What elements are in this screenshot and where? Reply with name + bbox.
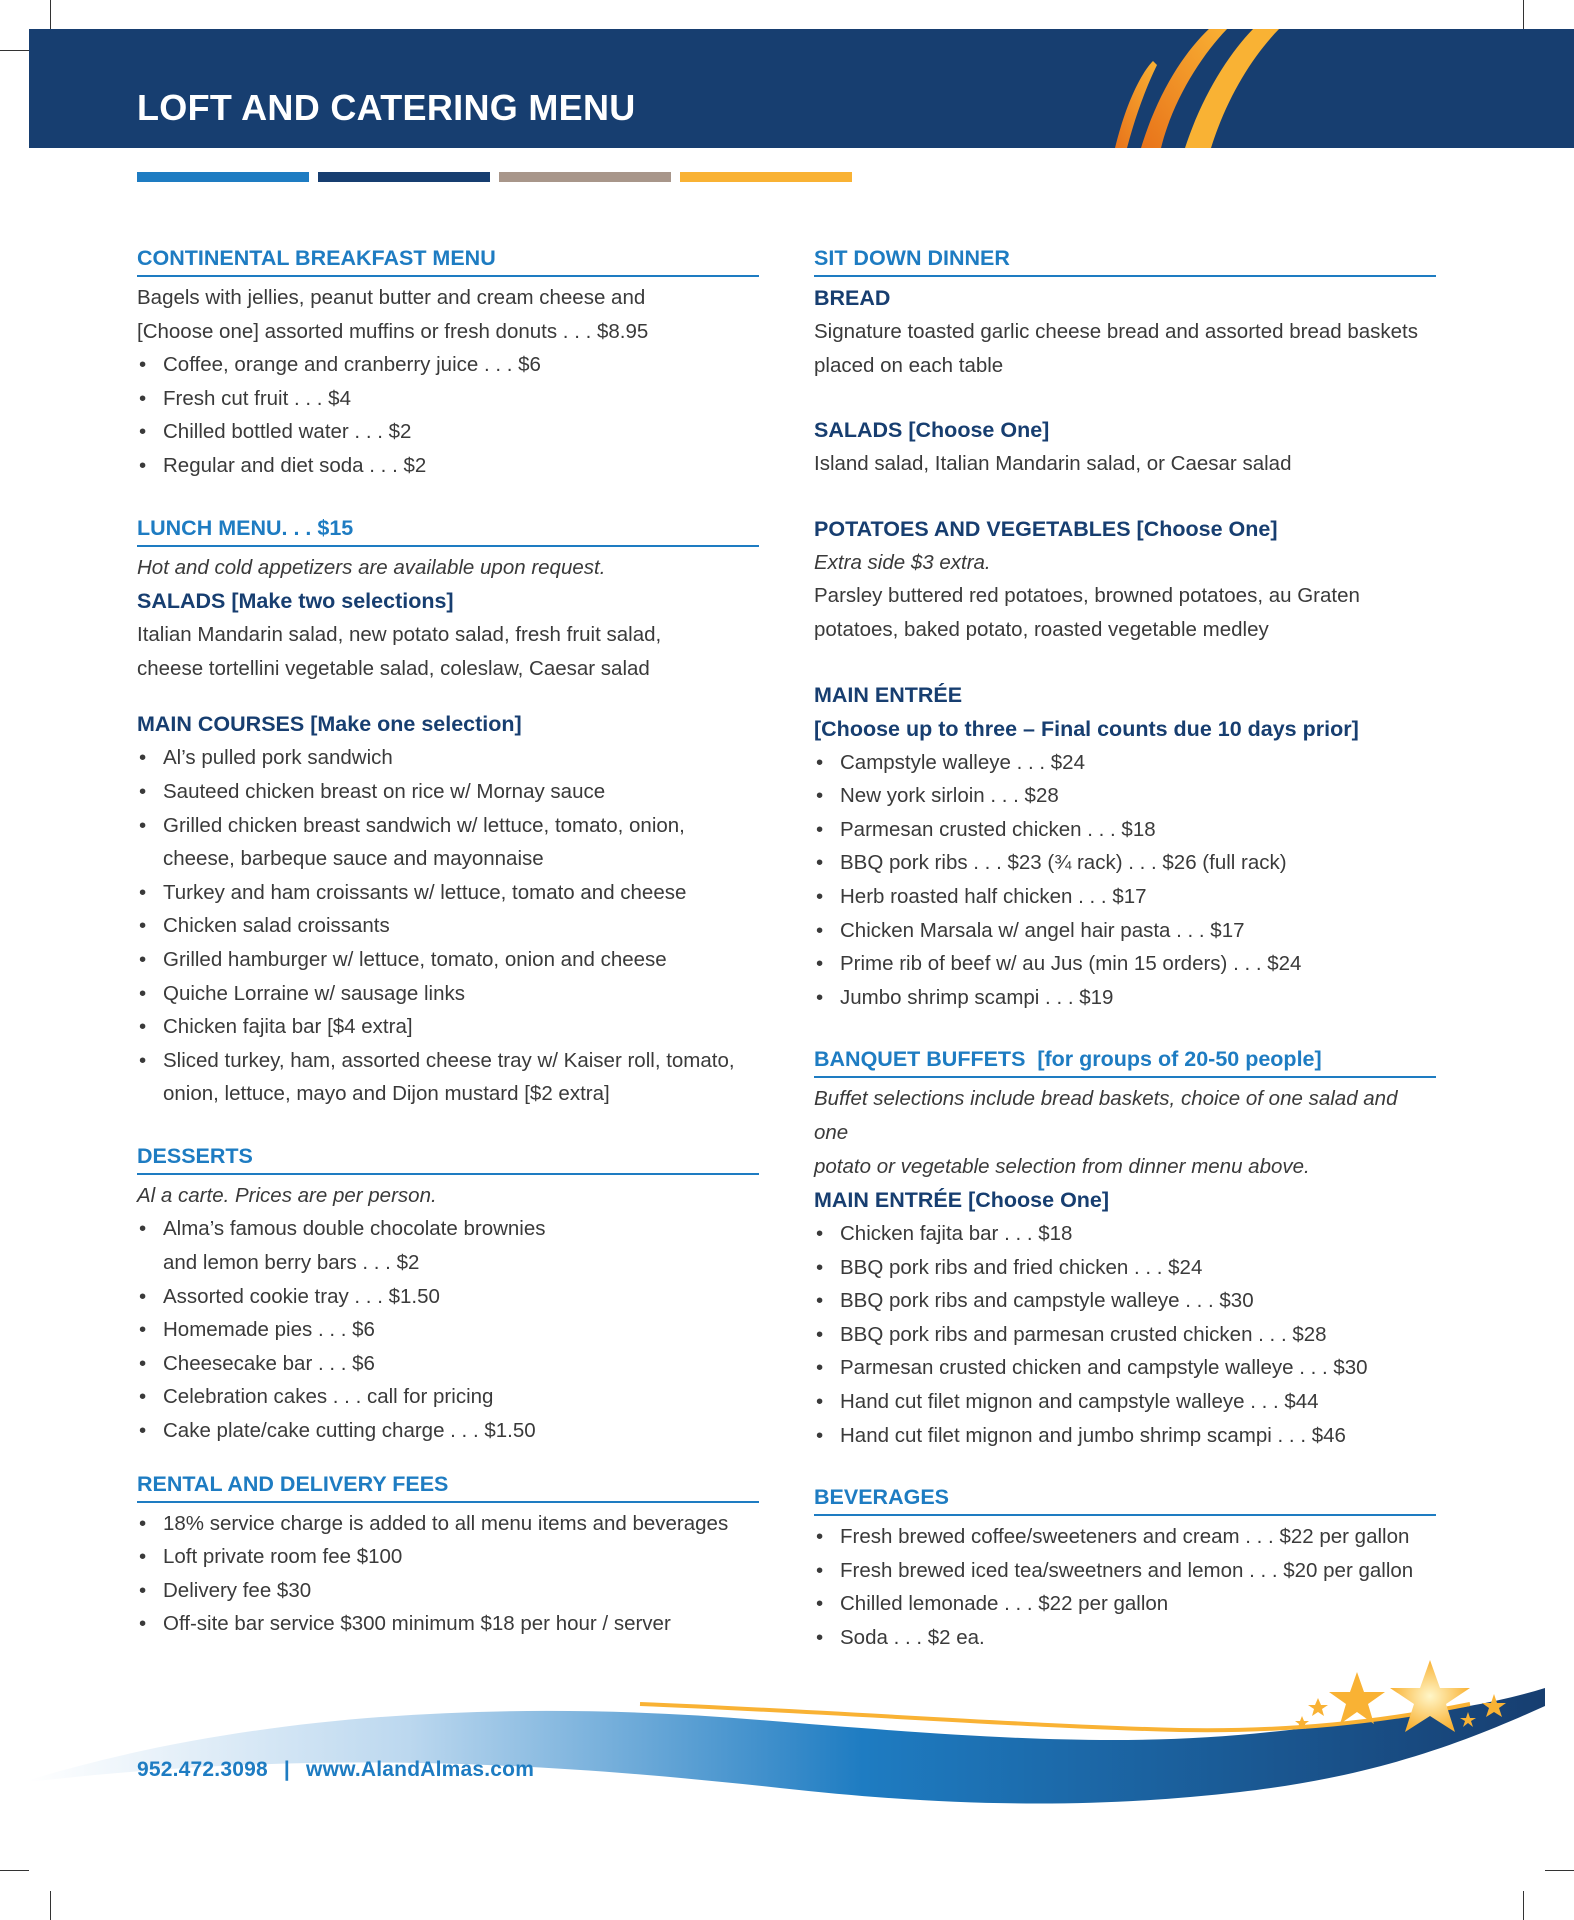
list-item: • Celebration cakes . . . call for pricing <box>137 1380 759 1414</box>
buffet-list <box>814 1217 1436 1452</box>
right-column <box>814 244 1436 1655</box>
lunch-main-title: MAIN COURSES [Make one selection] <box>137 712 522 737</box>
beverages-list <box>814 1520 1436 1654</box>
left-column <box>137 244 759 1641</box>
list-item: • Grilled chicken breast sandwich w/ lettuce, tomato, onion, <box>137 809 759 843</box>
breakfast-section-title: CONTINENTAL BREAKFAST MENU <box>137 244 759 277</box>
crop-mark <box>50 1891 51 1920</box>
list-item: • Regular and diet soda . . . $2 <box>137 449 759 483</box>
buffet-section-title: BANQUET BUFFETS [for groups of 20-50 people] <box>814 1045 1436 1078</box>
potatoes-note: Extra side $3 extra. <box>814 550 991 574</box>
dinner-salads-title: SALADS [Choose One] <box>814 418 1050 443</box>
list-item: • Al’s pulled pork sandwich <box>137 741 759 775</box>
desserts-section-title: DESSERTS <box>137 1142 759 1175</box>
list-item: • BBQ pork ribs and fried chicken . . . $24 <box>814 1251 1436 1285</box>
list-item: • Cheesecake bar . . . $6 <box>137 1347 759 1381</box>
buffet-entree-title: MAIN ENTRÉE [Choose One] <box>814 1188 1110 1213</box>
lunch-note: Hot and cold appetizers are available upon request. <box>137 555 606 579</box>
crop-mark <box>0 50 29 51</box>
footer-website-link[interactable]: www.AlandAlmas.com <box>306 1758 535 1781</box>
lunch-salads-text: cheese tortellini vegetable salad, coleslaw, Caesar salad <box>137 656 650 680</box>
buffet-note: Buffet selections include bread baskets, choice of one salad and one <box>814 1087 1398 1144</box>
bread-text: Signature toasted garlic cheese bread and assorted bread baskets <box>814 320 1418 343</box>
list-item: • Parmesan crusted chicken and campstyle walleye . . . $30 <box>814 1351 1436 1385</box>
list-item: • Grilled hamburger w/ lettuce, tomato, onion and cheese <box>137 943 759 977</box>
potatoes-text: potatoes, baked potato, roasted vegetable medley <box>814 617 1269 641</box>
list-item: • Sauteed chicken breast on rice w/ Mornay sauce <box>137 775 759 809</box>
list-item: • Fresh brewed coffee/sweeteners and cream . . . $22 per gallon <box>814 1520 1436 1554</box>
star-icon <box>1308 1698 1328 1716</box>
color-bar-blue <box>137 172 309 182</box>
list-item-continued: cheese, barbeque sauce and mayonnaise <box>163 847 544 871</box>
list-item: • Quiche Lorraine w/ sausage links <box>137 977 759 1011</box>
color-bar-gold <box>680 172 852 182</box>
list-item: • Cake plate/cake cutting charge . . . $1.50 <box>137 1414 759 1448</box>
page-title: LOFT AND CATERING MENU <box>137 87 636 128</box>
crop-mark <box>1523 0 1524 29</box>
rental-list <box>137 1507 759 1641</box>
breakfast-intro: [Choose one] assorted muffins or fresh donuts . . . $8.95 <box>137 319 649 343</box>
lunch-main-list <box>137 741 759 1111</box>
list-item: • Campstyle walleye . . . $24 <box>814 746 1436 780</box>
color-bar-taupe <box>499 172 671 182</box>
crop-mark <box>50 0 51 29</box>
dinner-entree-subtitle: [Choose up to three – Final counts due 10 days prior] <box>814 716 1359 741</box>
beverages-section-title: BEVERAGES <box>814 1483 1436 1516</box>
list-item: • Turkey and ham croissants w/ lettuce, tomato and cheese <box>137 876 759 910</box>
list-item: • Chilled bottled water . . . $2 <box>137 415 759 449</box>
list-item: • Loft private room fee $100 <box>137 1540 759 1574</box>
dinner-salads-text: Island salad, Italian Mandarin salad, or Caesar salad <box>814 452 1292 476</box>
list-item: • Jumbo shrimp scampi . . . $19 <box>814 981 1436 1015</box>
list-item: • Off-site bar service $300 minimum $18 per hour / server <box>137 1607 759 1641</box>
swoosh-graphic <box>1069 29 1309 148</box>
list-item-continued: onion, lettuce, mayo and Dijon mustard [$2 extra] <box>163 1082 610 1106</box>
list-item: • Assorted cookie tray . . . $1.50 <box>137 1280 759 1314</box>
potatoes-title: POTATOES AND VEGETABLES [Choose One] <box>814 516 1278 541</box>
list-item: • Chicken fajita bar . . . $18 <box>814 1217 1436 1251</box>
list-item: • BBQ pork ribs and campstyle walleye . . . $30 <box>814 1284 1436 1318</box>
star-icon <box>1329 1672 1385 1724</box>
lunch-section-title: LUNCH MENU. . . $15 <box>137 514 759 547</box>
list-item: • Fresh cut fruit . . . $4 <box>137 382 759 416</box>
list-item-continued: and lemon berry bars . . . $2 <box>163 1251 420 1275</box>
rental-section-title: RENTAL AND DELIVERY FEES <box>137 1470 759 1503</box>
desserts-list <box>137 1212 759 1447</box>
lunch-salads-title: SALADS [Make two selections] <box>137 589 454 614</box>
list-item: • 18% service charge is added to all menu items and beverages <box>137 1507 759 1541</box>
bread-text: placed on each table <box>814 353 1004 377</box>
bread-title: BREAD <box>814 286 891 310</box>
color-bar-navy <box>318 172 490 182</box>
list-item: • Herb roasted half chicken . . . $17 <box>814 880 1436 914</box>
list-item: • Parmesan crusted chicken . . . $18 <box>814 813 1436 847</box>
color-bars <box>137 172 852 182</box>
header-band <box>29 29 1574 148</box>
footer-contact <box>137 1758 534 1782</box>
list-item: • Delivery fee $30 <box>137 1574 759 1608</box>
dinner-section-title: SIT DOWN DINNER <box>814 244 1436 277</box>
footer-phone[interactable]: 952.472.3098 <box>137 1758 268 1781</box>
list-item: • Fresh brewed iced tea/sweetners and lemon . . . $20 per gallon <box>814 1554 1436 1588</box>
potatoes-text: Parsley buttered red potatoes, browned potatoes, au Graten <box>814 584 1360 608</box>
list-item: • Chilled lemonade . . . $22 per gallon <box>814 1587 1436 1621</box>
breakfast-intro: Bagels with jellies, peanut butter and cream cheese and <box>137 286 646 309</box>
list-item: • BBQ pork ribs . . . $23 (¾ rack) . . . $26 (full rack) <box>814 846 1436 880</box>
list-item: • Homemade pies . . . $6 <box>137 1313 759 1347</box>
list-item: • New york sirloin . . . $28 <box>814 779 1436 813</box>
list-item: • BBQ pork ribs and parmesan crusted chicken . . . $28 <box>814 1318 1436 1352</box>
desserts-note: Al a carte. Prices are per person. <box>137 1183 437 1207</box>
footer-separator: | <box>283 1758 290 1781</box>
breakfast-list <box>137 348 759 482</box>
buffet-note: potato or vegetable selection from dinner menu above. <box>814 1154 1310 1178</box>
list-item: • Alma’s famous double chocolate brownies <box>137 1212 759 1246</box>
footer-wave-graphic <box>0 1660 1574 1820</box>
crop-mark <box>0 1870 29 1871</box>
list-item: • Hand cut filet mignon and campstyle walleye . . . $44 <box>814 1385 1436 1419</box>
list-item: • Sliced turkey, ham, assorted cheese tray w/ Kaiser roll, tomato, <box>137 1044 759 1078</box>
list-item: • Chicken fajita bar [$4 extra] <box>137 1010 759 1044</box>
list-item: • Chicken Marsala w/ angel hair pasta . . . $17 <box>814 914 1436 948</box>
crop-mark <box>1523 1891 1524 1920</box>
list-item: • Prime rib of beef w/ au Jus (min 15 orders) . . . $24 <box>814 947 1436 981</box>
list-item: • Hand cut filet mignon and jumbo shrimp scampi . . . $46 <box>814 1419 1436 1453</box>
lunch-salads-text: Italian Mandarin salad, new potato salad, fresh fruit salad, <box>137 623 662 647</box>
dinner-entree-list <box>814 746 1436 1015</box>
list-item: • Coffee, orange and cranberry juice . . . $6 <box>137 348 759 382</box>
list-item: • Soda . . . $2 ea. <box>814 1621 1436 1655</box>
dinner-entree-title: MAIN ENTRÉE <box>814 682 963 707</box>
list-item: • Chicken salad croissants <box>137 909 759 943</box>
crop-mark <box>1545 1870 1574 1871</box>
